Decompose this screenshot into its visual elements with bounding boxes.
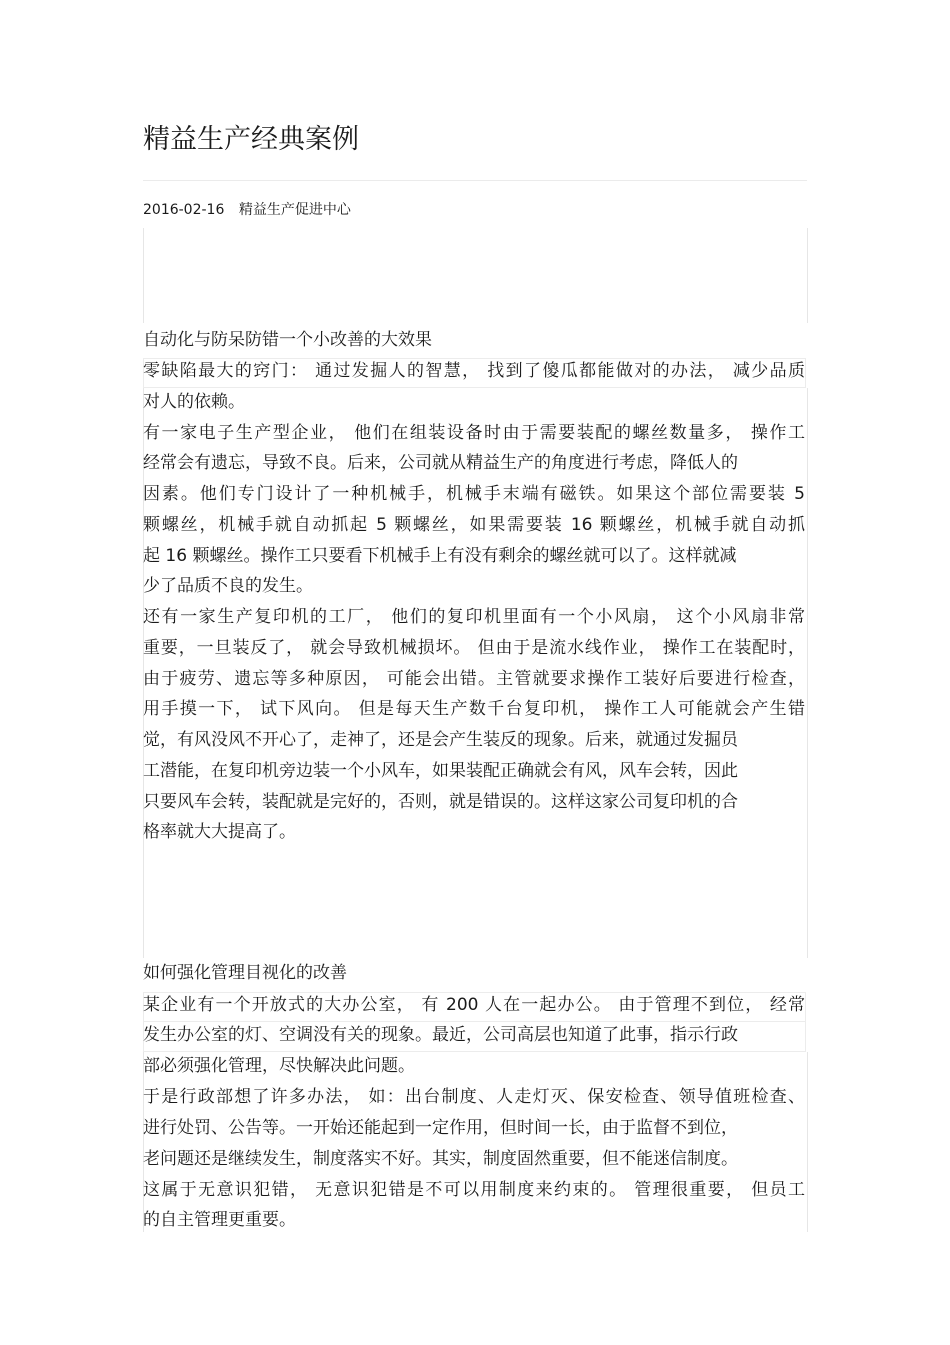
article-source: 精益生产促进中心	[238, 202, 351, 218]
paragraph-line: 只要风车会转，装配就是完好的，否则，就是错误的。这样这家公司复印机的合	[143, 792, 738, 812]
paragraph-line: 进行处罚、公告等。一开始还能起到一定作用，但时间一长，由于监督不到位，	[143, 1118, 738, 1138]
publish-date: 2016-02-16	[143, 202, 225, 218]
paragraph-line: 的自主管理更重要。	[143, 1210, 296, 1230]
paragraph-line: 发生办公室的灯、空调没有关的现象。最近，公司高层也知道了此事，指示行政	[143, 1025, 738, 1045]
paragraph-line: 老问题还是继续发生，制度落实不好。其实，制度固然重要，但不能迷信制度。	[143, 1149, 738, 1169]
section-heading: 自动化与防呆防错一个小改善的大效果	[143, 330, 432, 350]
paragraph-line: 某企业有一个开放式的大办公室， 有 200 人在一起办公。 由于管理不到位， 经常	[143, 995, 805, 1015]
paragraph-line: 部必须强化管理，尽快解决此问题。	[143, 1056, 415, 1076]
paragraph-line: 重要，一旦装反了， 就会导致机械损坏。 但由于是流水线作业， 操作工在装配时，	[143, 638, 805, 658]
paragraph-line: 格率就大大提高了。	[143, 822, 296, 842]
paragraph-line: 经常会有遗忘，导致不良。后来，公司就从精益生产的角度进行考虑，降低人的	[143, 453, 738, 473]
title-divider	[143, 180, 807, 181]
image-placeholder-frame	[143, 228, 808, 323]
paragraph-line: 对人的依赖。	[143, 392, 245, 412]
paragraph-line: 颗螺丝，机械手就自动抓起 5 颗螺丝，如果需要装 16 颗螺丝，机械手就自动抓	[143, 515, 805, 535]
paragraph-line: 因素。他们专门设计了一种机械手，机械手末端有磁铁。如果这个部位需要装 5	[143, 484, 805, 504]
paragraph-line: 有一家电子生产型企业， 他们在组装设备时由于需要装配的螺丝数量多， 操作工	[143, 423, 805, 443]
paragraph-line: 于是行政部想了许多办法， 如：出台制度、人走灯灭、保安检查、领导值班检查、	[143, 1087, 805, 1107]
article-meta	[143, 201, 351, 219]
article-title: 精益生产经典案例	[143, 124, 359, 155]
paragraph-line: 零缺陷最大的窍门： 通过发掘人的智慧， 找到了傻瓜都能做对的办法， 减少品质	[143, 361, 805, 381]
paragraph-line: 用手摸一下， 试下风向。 但是每天生产数千台复印机， 操作工人可能就会产生错	[143, 699, 805, 719]
paragraph-line: 工潜能，在复印机旁边装一个小风车，如果装配正确就会有风，风车会转，因此	[143, 761, 738, 781]
section-heading: 如何强化管理目视化的改善	[143, 963, 347, 983]
paragraph-line: 起 16 颗螺丝。操作工只要看下机械手上有没有剩余的螺丝就可以了。这样就减	[143, 546, 737, 566]
paragraph-line: 觉，有风没风不开心了，走神了，还是会产生装反的现象。后来，就通过发掘员	[143, 730, 738, 750]
paragraph-line: 由于疲劳、遗忘等多种原因， 可能会出错。主管就要求操作工装好后要进行检查，	[143, 669, 805, 689]
paragraph-line: 这属于无意识犯错， 无意识犯错是不可以用制度来约束的。 管理很重要， 但员工	[143, 1180, 805, 1200]
paragraph-line: 少了品质不良的发生。	[143, 576, 313, 596]
paragraph-line: 还有一家生产复印机的工厂， 他们的复印机里面有一个小风扇， 这个小风扇非常	[143, 607, 805, 627]
